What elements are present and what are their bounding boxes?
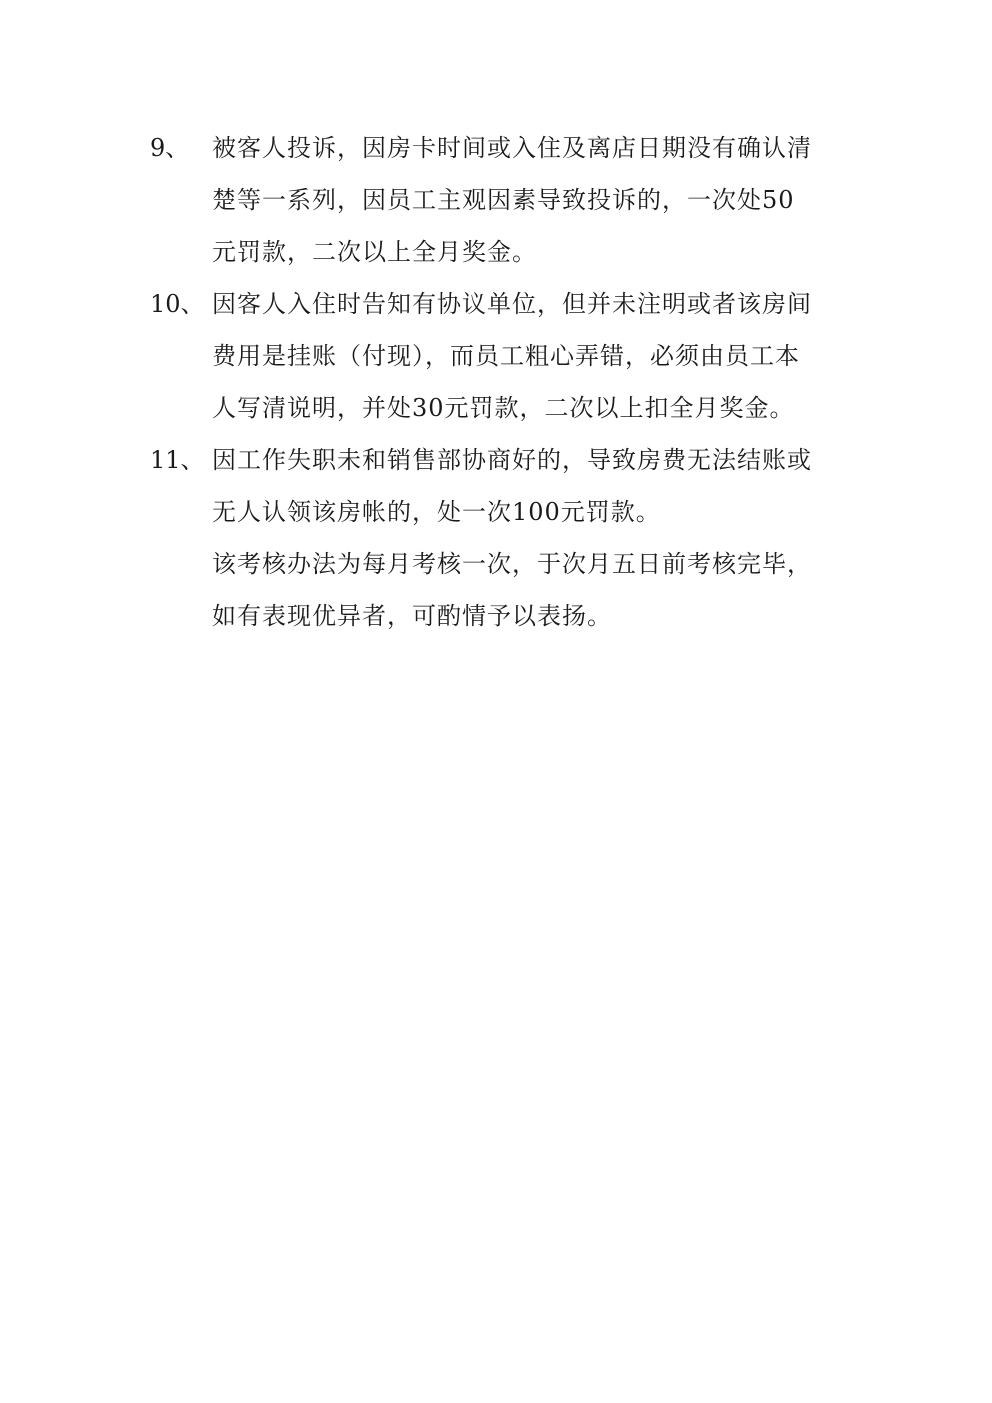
text-line: 费用是挂账（付现），而员工粗心弄错，必须由员工本 [212, 342, 800, 370]
text-line: 因客人入住时告知有协议单位，但并未注明或者该房间 [212, 290, 812, 318]
closing-paragraph [150, 538, 850, 642]
text-line: 如有表现优异者，可酌情予以表扬。 [212, 602, 612, 630]
text-line: 被客人投诉，因房卡时间或入住及离店日期没有确认清 [212, 134, 812, 162]
item-text [212, 434, 850, 538]
rule-item-9 [150, 122, 850, 278]
text-line: 楚等一系列，因员工主观因素导致投诉的，一次处50 [212, 186, 795, 214]
text-line: 元罚款，二次以上全月奖金。 [212, 238, 537, 266]
text-line: 该考核办法为每月考核一次，于次月五日前考核完毕， [212, 550, 812, 578]
document-body [150, 122, 850, 642]
item-number: 9、 [150, 134, 190, 162]
rule-item-11 [150, 434, 850, 538]
rule-item-10 [150, 278, 850, 434]
text-line: 人写清说明，并处30元罚款，二次以上扣全月奖金。 [212, 394, 795, 422]
item-number: 11、 [150, 446, 205, 474]
item-text [212, 122, 850, 278]
text-line: 因工作失职未和销售部协商好的，导致房费无法结账或 [212, 446, 812, 474]
item-text [212, 278, 850, 434]
closing-text [212, 538, 850, 642]
item-number: 10、 [150, 290, 205, 318]
text-line: 无人认领该房帐的，处一次100元罚款。 [212, 498, 661, 526]
